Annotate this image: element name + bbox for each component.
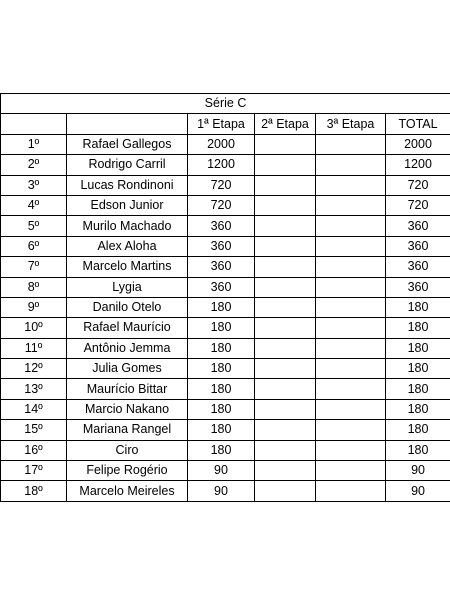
stage-3-cell <box>316 297 386 317</box>
position-cell: 5º <box>1 216 67 236</box>
position-cell: 16º <box>1 440 67 460</box>
stage-1-cell: 1200 <box>188 155 255 175</box>
stage-3-cell <box>316 338 386 358</box>
table-row <box>1 399 450 419</box>
stage-1-cell: 90 <box>188 481 255 501</box>
table-row <box>1 195 450 215</box>
player-name-cell: Lucas Rondinoni <box>67 175 188 195</box>
total-cell: 180 <box>386 318 450 338</box>
table-title: Série C <box>1 94 450 114</box>
header-name <box>67 114 188 134</box>
standings-table <box>0 93 450 502</box>
player-name-cell: Lygia <box>67 277 188 297</box>
table-row <box>1 297 450 317</box>
stage-1-cell: 180 <box>188 399 255 419</box>
stage-1-cell: 2000 <box>188 134 255 154</box>
stage-3-cell <box>316 195 386 215</box>
stage-1-cell: 360 <box>188 277 255 297</box>
stage-1-cell: 180 <box>188 338 255 358</box>
stage-2-cell <box>255 195 316 215</box>
stage-1-cell: 180 <box>188 359 255 379</box>
stage-2-cell <box>255 359 316 379</box>
stage-3-cell <box>316 420 386 440</box>
total-cell: 720 <box>386 175 450 195</box>
position-cell: 12º <box>1 359 67 379</box>
total-cell: 2000 <box>386 134 450 154</box>
total-cell: 180 <box>386 440 450 460</box>
stage-2-cell <box>255 338 316 358</box>
position-cell: 7º <box>1 257 67 277</box>
stage-2-cell <box>255 461 316 481</box>
table-row <box>1 461 450 481</box>
total-cell: 90 <box>386 461 450 481</box>
position-cell: 11º <box>1 338 67 358</box>
stage-1-cell: 180 <box>188 440 255 460</box>
stage-1-cell: 90 <box>188 461 255 481</box>
total-cell: 90 <box>386 481 450 501</box>
player-name-cell: Rafael Maurício <box>67 318 188 338</box>
position-cell: 6º <box>1 236 67 256</box>
table-row <box>1 338 450 358</box>
total-cell: 720 <box>386 195 450 215</box>
player-name-cell: Murilo Machado <box>67 216 188 236</box>
total-cell: 180 <box>386 359 450 379</box>
stage-2-cell <box>255 379 316 399</box>
stage-2-cell <box>255 420 316 440</box>
table-row <box>1 318 450 338</box>
stage-3-cell <box>316 257 386 277</box>
table-row <box>1 216 450 236</box>
stage-2-cell <box>255 297 316 317</box>
header-position <box>1 114 67 134</box>
stage-2-cell <box>255 399 316 419</box>
player-name-cell: Ciro <box>67 440 188 460</box>
stage-1-cell: 720 <box>188 195 255 215</box>
stage-2-cell <box>255 216 316 236</box>
stage-2-cell <box>255 318 316 338</box>
stage-3-cell <box>316 277 386 297</box>
player-name-cell: Marcelo Meireles <box>67 481 188 501</box>
position-cell: 17º <box>1 461 67 481</box>
total-cell: 180 <box>386 420 450 440</box>
position-cell: 3º <box>1 175 67 195</box>
player-name-cell: Alex Aloha <box>67 236 188 256</box>
table-row <box>1 379 450 399</box>
standings-table-body <box>1 94 450 502</box>
position-cell: 15º <box>1 420 67 440</box>
stage-3-cell <box>316 440 386 460</box>
total-cell: 360 <box>386 236 450 256</box>
table-row <box>1 420 450 440</box>
stage-2-cell <box>255 277 316 297</box>
total-cell: 360 <box>386 277 450 297</box>
total-cell: 180 <box>386 399 450 419</box>
stage-2-cell <box>255 155 316 175</box>
position-cell: 10º <box>1 318 67 338</box>
table-row <box>1 440 450 460</box>
stage-3-cell <box>316 399 386 419</box>
stage-2-cell <box>255 134 316 154</box>
stage-3-cell <box>316 216 386 236</box>
player-name-cell: Mariana Rangel <box>67 420 188 440</box>
stage-2-cell <box>255 481 316 501</box>
table-row <box>1 155 450 175</box>
total-cell: 360 <box>386 216 450 236</box>
table-row <box>1 359 450 379</box>
player-name-cell: Maurício Bittar <box>67 379 188 399</box>
standings-sheet <box>0 93 450 502</box>
position-cell: 4º <box>1 195 67 215</box>
position-cell: 14º <box>1 399 67 419</box>
table-row <box>1 236 450 256</box>
header-stage-3: 3ª Etapa <box>316 114 386 134</box>
table-row <box>1 257 450 277</box>
stage-2-cell <box>255 175 316 195</box>
stage-1-cell: 360 <box>188 236 255 256</box>
player-name-cell: Julia Gomes <box>67 359 188 379</box>
stage-1-cell: 180 <box>188 318 255 338</box>
player-name-cell: Rodrigo Carril <box>67 155 188 175</box>
stage-1-cell: 180 <box>188 297 255 317</box>
table-row <box>1 134 450 154</box>
total-cell: 180 <box>386 338 450 358</box>
position-cell: 2º <box>1 155 67 175</box>
stage-1-cell: 180 <box>188 379 255 399</box>
total-cell: 180 <box>386 379 450 399</box>
table-row <box>1 175 450 195</box>
stage-3-cell <box>316 175 386 195</box>
table-row <box>1 481 450 501</box>
total-cell: 180 <box>386 297 450 317</box>
position-cell: 18º <box>1 481 67 501</box>
stage-3-cell <box>316 318 386 338</box>
stage-3-cell <box>316 481 386 501</box>
stage-2-cell <box>255 257 316 277</box>
position-cell: 8º <box>1 277 67 297</box>
stage-1-cell: 720 <box>188 175 255 195</box>
player-name-cell: Felipe Rogério <box>67 461 188 481</box>
stage-3-cell <box>316 236 386 256</box>
stage-3-cell <box>316 359 386 379</box>
position-cell: 9º <box>1 297 67 317</box>
player-name-cell: Danilo Otelo <box>67 297 188 317</box>
position-cell: 13º <box>1 379 67 399</box>
stage-1-cell: 360 <box>188 216 255 236</box>
player-name-cell: Marcelo Martins <box>67 257 188 277</box>
total-cell: 360 <box>386 257 450 277</box>
player-name-cell: Rafael Gallegos <box>67 134 188 154</box>
stage-3-cell <box>316 155 386 175</box>
player-name-cell: Edson Junior <box>67 195 188 215</box>
stage-2-cell <box>255 236 316 256</box>
player-name-cell: Antônio Jemma <box>67 338 188 358</box>
position-cell: 1º <box>1 134 67 154</box>
player-name-cell: Marcio Nakano <box>67 399 188 419</box>
total-cell: 1200 <box>386 155 450 175</box>
stage-3-cell <box>316 134 386 154</box>
stage-3-cell <box>316 379 386 399</box>
header-row <box>1 114 450 134</box>
stage-3-cell <box>316 461 386 481</box>
title-row <box>1 94 450 114</box>
header-stage-1: 1ª Etapa <box>188 114 255 134</box>
header-total: TOTAL <box>386 114 450 134</box>
stage-1-cell: 360 <box>188 257 255 277</box>
stage-2-cell <box>255 440 316 460</box>
table-row <box>1 277 450 297</box>
header-stage-2: 2ª Etapa <box>255 114 316 134</box>
stage-1-cell: 180 <box>188 420 255 440</box>
